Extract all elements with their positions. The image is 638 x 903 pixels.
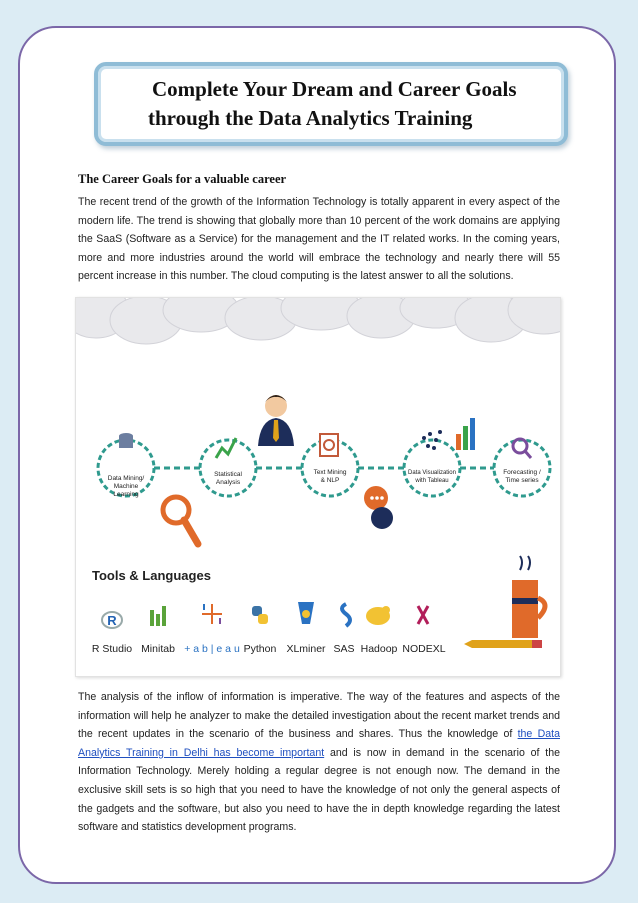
- document-search-icon: [320, 434, 338, 456]
- stage-label: Machine: [113, 483, 139, 490]
- paragraph-text: and is now in demand in the scenario of the Information Technology. Merely holding a regular degree is not enough now. The demand in the exclusive skill sets is so high that you need to have the knowledge of not only the general aspects of the gadgets and the software, but also you need to have the in depth knowledge regarding the latest software and statistics development programs.: [78, 746, 560, 834]
- tools-heading: Tools & Languages: [92, 568, 211, 583]
- stage-forecasting: [494, 439, 550, 496]
- tool-label: Python: [243, 643, 277, 655]
- tool-label: R Studio: [91, 643, 133, 655]
- analyst-person-icon: [258, 395, 294, 446]
- stage-label: Learning: [113, 491, 139, 498]
- stage-label: Data Visualization: [408, 470, 456, 476]
- sas-icon: [342, 604, 350, 626]
- coffee-mug-icon: [512, 556, 545, 638]
- title-banner: [94, 62, 568, 146]
- nodexl-icon: [418, 606, 428, 624]
- stage-statistical-analysis: [200, 438, 256, 496]
- chat-bubble-icon: [364, 486, 393, 529]
- paragraph-analysis: [78, 688, 560, 837]
- r-studio-icon: [102, 612, 122, 628]
- tool-label: Hadoop: [360, 643, 398, 655]
- magnifier-icon: [163, 497, 198, 544]
- stage-data-visualization: [404, 430, 460, 496]
- training-link[interactable]: the Data Analytics Training in Delhi has become important: [78, 728, 560, 759]
- title-line-2: through the Data Analytics Training: [148, 106, 473, 130]
- section-heading: The Career Goals for a valuable career: [78, 172, 287, 186]
- stage-label: Data Mining/: [107, 475, 145, 482]
- tableau-icon: [202, 604, 222, 624]
- tool-label: + a b | e a u: [184, 643, 240, 655]
- paragraph-text: The analysis of the inflow of information is imperative. The way of the features and aspects of the information will help he analyzer to make the detailed investigation about the recent market trends and the recent updates in the scenario of the business and shares. Thus the knowledge of: [78, 691, 560, 741]
- tool-label: SAS: [333, 643, 355, 655]
- tool-label: NODEXL: [402, 643, 446, 655]
- title-line-1: Complete Your Dream and Career Goals: [152, 77, 517, 101]
- tool-label: XLminer: [286, 643, 326, 655]
- stage-label: Analysis: [215, 479, 241, 486]
- stage-label: Time series: [505, 477, 539, 484]
- minitab-icon: [150, 606, 166, 626]
- pencil-icon: [464, 640, 542, 648]
- stage-data-mining: [98, 433, 154, 498]
- database-icon: [119, 433, 133, 448]
- stage-label: Text Mining: [313, 469, 347, 476]
- stage-label: with Tableau: [415, 478, 449, 484]
- hadoop-icon: [366, 606, 390, 625]
- python-icon: [252, 606, 268, 624]
- tool-label: Minitab: [141, 643, 175, 655]
- stage-label: & NLP: [320, 477, 340, 484]
- svg-text:R: R: [107, 613, 117, 628]
- stage-label: Statistical: [214, 471, 242, 478]
- data-analytics-infographic: [75, 297, 561, 677]
- stage-text-mining: [302, 434, 358, 496]
- bar-chart-icon: [456, 418, 475, 450]
- xlminer-icon: [298, 602, 314, 624]
- cloud-border: [76, 298, 560, 344]
- paragraph-intro: The recent trend of the growth of the Information Technology is totally apparent in every aspect of the modern life. The trend is showing that globally more than 10 percent of the work domains are applying the SaaS (Software as a Service) for the management and the IT related works. In the coming years, more and more industries around the world will embrace the technology and nearly there will 55 percent increase in this number. The cloud computing is the latest answer to all the solutions.: [78, 196, 560, 283]
- stage-label: Forecasting /: [503, 469, 541, 476]
